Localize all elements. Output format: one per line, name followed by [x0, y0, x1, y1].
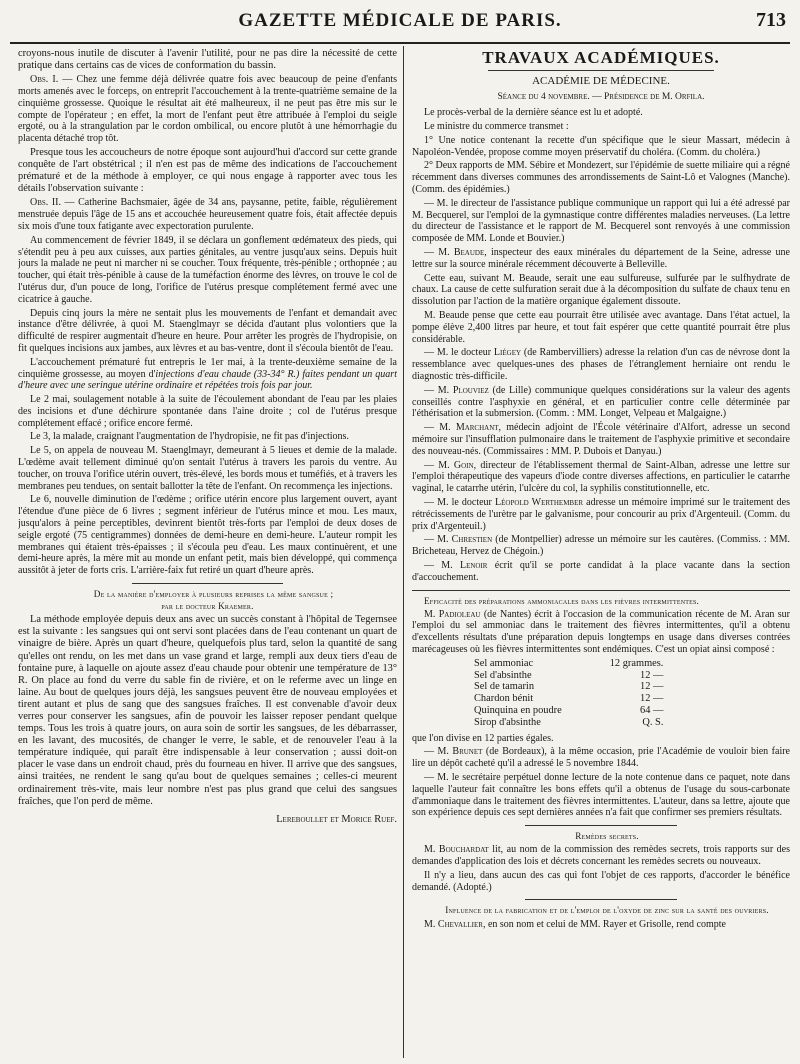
section-heading: Efficacité des préparations ammoniacales dans les fièvres intermittentes.: [424, 595, 700, 606]
paragraph: — M. Chrestien (de Montpellier) adresse un mémoire sur les cautères. (Commiss. : MM. Bricheteau, Hervez de Chégoin.): [412, 534, 790, 558]
paragraph: L'accouchement prématuré fut entrepris le 1er mai, à la trente-deuxième semaine de la cinquième grossesse, au moyen d'injections d'eau chaude (33-34° R.) faites pendant un quart d'heure avec une seringue utérine ordinaire et répétées trois fois par jour.: [18, 356, 397, 392]
author-name: Kraemer.: [218, 601, 254, 612]
paragraph: M. Chevallier, en son nom et celui de MM. Rayer et Grisolle, rend compte: [424, 918, 726, 930]
paragraph: — M. le secrétaire perpétuel donne lecture de la note contenue dans ce paquet, note dans laquelle l'auteur fait connaître les bons effets qu'il a obtenus de l'usage du sous-carbonate d'ammoniaque dans le traitement des fièvres intermittentes. L'auteur, dans sa lettre, ajoute que son expérience depuis ces sept dernières années n'a fait que confirmer ses premiers résultats.: [412, 772, 790, 819]
paragraph: — M. Goin, directeur de l'établissement thermal de Saint-Alban, adresse une lettre sur l'emploi thérapeutique des vapeurs d'iode contre diverses affections, en particulier le catarrhe vaginal, le catarrhe utérin, l'ulcère du col, la syphilis constitutionnelle, etc.: [412, 459, 790, 495]
paragraph: M. Padioleau (de Nantes) écrit à l'occasion de la communication récente de M. Aran sur l'emploi du sel ammoniac dans le traitement des fièvres intermittentes, qu'il a obtenu d'excellents résultats d'une préparation depuis longtemps en usage dans diverses contrées marécageuses où les fièvres intermittentes sont endémiques. C'est un opiat ainsi composé :: [412, 608, 790, 656]
page-header: [10, 6, 790, 44]
left-column: [18, 48, 397, 1058]
section-rule: [525, 825, 676, 826]
paragraph: Le 5, on appela de nouveau M. Staenglmayr, demeurant à 5 lieues et demie de la malade. L'œdème avait tellement diminué qu'on sentait l'utérus à travers les parois du ventre. Au toucher, on trouva l'orifice utérin ouvert, très-élevé, les bords mous et tuméfiés, et à travers les membranes peu tendues, on sentait ballotter la tête de l'enfant. On recommença les injections.: [18, 445, 397, 492]
paragraph: 1° Une notice contenant la recette d'un spécifique que le sieur Massart, médecin à Napoléon-Vendée, propose comme moyen préservatif du choléra. (Comm. du choléra.): [412, 134, 790, 158]
right-column: [412, 48, 790, 1058]
paragraph: Le 6, nouvelle diminution de l'œdème ; orifice utérin encore plus largement ouvert, ayant l'étendue d'une pièce de 6 livres ; segment inférieur de l'utérus mince et mou. Les maux, jusqu'alors à peine perceptibles, devinrent bientôt très-forts par l'emploi de deux doses de seigle ergoté (75 centigrammes) données de demi-heure en demi-heure. L'auteur rompit les membranes qui étaient très-épaisses ; il s'écoula peu d'eau. Les maux continuèrent, et une demi-heure après, la mère mit au monde un enfant petit, mais bien développé, qui commença aussitôt à jeter de forts cris. L'arrière-faix fut retiré un quart d'heure après.: [18, 494, 397, 577]
paragraph: Au commencement de février 1849, il se déclara un gonflement œdémateux des pieds, qui s'étendit peu à peu aux cuisses, aux parties génitales, au ventre jusqu'aux seins. Depuis huit jours la malade ne peut ni marcher ni se coucher. Toux fréquente, très-pénible ; orthopnée ; au toucher, qui était très-pénible à cause de la tuméfaction énorme des lèvres, on trouve le col de l'utérus dur, d'un pouce de long, l'orifice de l'utérus presque complétement fermé avec une cicatrice à gauche.: [18, 234, 397, 305]
paragraph: Depuis cinq jours la mère ne sentait plus les mouvements de l'enfant et demandait avec instance d'être délivrée, à quoi M. Staenglmayr se décida d'autant plus volontiers que la difficulté de respirer augmentait d'heure en heure. Pour arrêter les progrès de l'hydropisie, on fit quelques incisions aux jambes, aux lèvres et au bas-ventre, dont il s'écoula bientôt de l'eau.: [18, 307, 397, 354]
paragraph: M. Bouchardat lit, au nom de la commission des remèdes secrets, trois rapports sur des demandes d'application des lois et décrets concernant les remèdes secrets ou nouveaux.: [412, 844, 790, 868]
section-heading: Influence de la fabrication et de l'emploi de l'oxyde de zinc sur la santé des ouvriers.: [445, 905, 769, 916]
signature: Lereboullet et Morice Ruef.: [276, 813, 397, 825]
section-rule: [132, 583, 284, 584]
paragraph: 2° Deux rapports de MM. Sébire et Mondezert, sur l'épidémie de suette miliaire qui a régné récemment dans diverses communes des arrondissements de Saint-Lô et Valognes (Manche). (Comm. des épidémies.): [412, 160, 790, 196]
section-rule: [412, 590, 790, 591]
paragraph: — M. Lenoir écrit qu'il se porte candidat à la place vacante dans la section d'accouchement.: [412, 559, 790, 583]
observation-label: Obs. II.: [30, 197, 61, 209]
paragraph: — M. le directeur de l'assistance publique communique un rapport qui lui a été adressé par M. Becquerel, sur l'emploi de la gymnastique contre différentes maladies nerveuses. (La lettre du directeur de l'assistance et le rapport de M. Becquerel sont renvoyés à une commission composée de MM. Londe et Bouvier.): [412, 197, 790, 245]
paragraph: — M. Plouviez (de Lille) communique quelques considérations sur la valeur des agents conseillés contre l'asphyxie en général, et en particulier contre celle déterminée par l'éthérisation et la submersion. (Comm. : MM. Longet, Velpeau et Malgaigne.): [412, 384, 790, 420]
recipe-row: Sel ammoniac 12 grammes.: [474, 657, 664, 669]
paragraph: que l'on divise en 12 parties égales.: [412, 732, 554, 744]
paragraph: — M. Brunet (de Bordeaux), à la même occasion, prie l'Académie de vouloir bien faire lire un dépôt cacheté qu'il a adressé le 5 novembre 1844.: [412, 746, 790, 770]
paragraph: Le procès-verbal de la dernière séance est lu et adopté.: [424, 107, 643, 119]
paragraph: Cette eau, suivant M. Beaude, serait une eau sulfureuse, sulfurée par le sulfhydrate de chaux. La cause de cette sulfuration serait due à la décomposition du sulfate de chaux tenu en dissolution par l'action de la matière organique également dissoute.: [412, 272, 790, 308]
recipe-row: Sirop d'absinthe Q. S.: [474, 716, 664, 728]
observation-2: Obs. II. — Catherine Bachsmaier, âgée de 34 ans, paysanne, petite, faible, régulièrement menstruée depuis l'âge de 15 ans et accouchée heureusement quatre fois, était affectée depuis six mois d'une toux fatigante avec expectoration purulente.: [18, 197, 397, 232]
column-divider: [403, 46, 404, 1058]
paragraph: Le ministre du commerce transmet :: [424, 121, 569, 133]
paragraph: Le 3, la malade, craignant l'augmentation de l'hydropisie, ne fit pas d'injections.: [30, 431, 349, 443]
journal-title: GAZETTE MÉDICALE DE PARIS.: [238, 10, 562, 31]
section-title: TRAVAUX ACADÉMIQUES.: [482, 48, 720, 67]
recipe-row: Chardon bénit 12 —: [474, 693, 664, 705]
recipe-table: [470, 658, 667, 729]
observation-label: Obs. I.: [30, 74, 59, 86]
paragraph: — M. Beaude, inspecteur des eaux minérales du département de la Seine, adresse une lettre sur la source minérale récemment découverte à Belleville.: [412, 247, 790, 270]
session-line: Séance du 4 novembre. — Présidence de M. Orfila.: [497, 92, 705, 103]
title-rule: [488, 70, 715, 71]
page-number: 713: [756, 9, 786, 31]
paragraph: Le 2 mai, soulagement notable à la suite de l'écoulement abondant de l'eau par les plaies des incisions et d'une déchirure spontanée dans l'aine droite ; col de l'utérus presque complétement effacé ; orifice encore fermé.: [18, 394, 397, 429]
paragraph: — M. Marchant, médecin adjoint de l'École vétérinaire d'Alfort, adresse un second mémoire sur l'insufflation pulmonaire dans le traitement de l'asphyxie primitive et secondaire des nouveau-nés. (Commissaires : MM. P. Dubois et Danyau.): [412, 422, 790, 457]
academy-heading: ACADÉMIE DE MÉDECINE.: [532, 75, 670, 88]
paragraph: — M. le docteur Léopold Werthember adresse un mémoire imprimé sur le traitement des rétrécissements de l'urètre par le galvanisme, pour concourir au prix d'Argenteuil. (Comm. du prix d'Argenteuil.): [412, 496, 790, 532]
paragraph: croyons-nous inutile de discuter à l'avenir l'utilité, pour ne pas dire la nécessité de cette pratique dans certains cas de vices de conformation du bassin.: [18, 48, 397, 72]
paragraph: M. Beaude pense que cette eau pourrait être utilisée avec avantage. Dans l'état actuel, la pompe élève 2,400 litres par heure, et tout fait espérer que cette quantité pourrait être plus considérable.: [412, 310, 790, 345]
paragraph: La méthode employée depuis deux ans avec un succès constant à l'hôpital de Tegernsee est la suivante : les sangsues qui ont servi sont placées dans de l'eau contenant un quart de vinaigre de bière. Après un quart d'heure, quelquefois plus tard, selon la quantité de sang qu'elles ont rendu, on les met dans un vase grand et large, rempli aux deux tiers d'eau de fontaine pure, à laquelle on ajoute assez d'eau chaude pour obtenir une température de 13° R. On place au fond du verre du sable fin de rivière, et on le referme avec un linge en laine. Au bout de quelques jours déjà, les sangsues peuvent être de nouveau employées et tirent autant et plus de sang que des sangsues fraîches. Il est convenable d'avoir deux verres pour conserver les sangsues, afin de pouvoir les laisser reposer pendant quelque temps. Tous les trois à quatre jours, on aura soin de sortir les sangsues, de les débarrasser, en les lavant, des mucosités, de changer le verre, le sable, et de renouveler l'eau à la température indiquée, qui paraît être indispensable à leur conservation ; aussi doit-on placer le vase dans un endroit chaud, près du fourneau en hiver. Il arrive que des sangsues, ainsi traitées, ne rendent le sang qu'au bout de quelques semaines ; celles-ci meurent ordinairement très-vite, mais leur nombre n'est pas plus grand que celui des sangsues fraîches, que l'on perd de même.: [18, 614, 397, 807]
paragraph: — M. le docteur Liégey (de Rambervilliers) adresse la relation d'un cas de névrose dont la ressemblance avec quelques-unes des phases de l'étranglement herniaire ont rendu le diagnostic très-difficile.: [412, 347, 790, 383]
paragraph: Presque tous les accoucheurs de notre époque sont aujourd'hui d'accord sur cette grande conquête de l'art obstétrical ; il n'en est pas de même des indications de l'accouchement prématuré et de la méthode à employer, ce qui nous engage à rapporter avec tous les détails l'observation suivante :: [18, 146, 397, 195]
recipe-row: Sel de tamarin 12 —: [474, 681, 664, 693]
section-rule: [525, 899, 676, 900]
section-heading: De la manière d'employer à plusieurs reprises la même sangsue ; par le docteur Kraemer.: [93, 589, 334, 612]
paragraph: Il n'y a lieu, dans aucun des cas qui font l'objet de ces rapports, d'accorder le bénéfice demandé. (Adopté.): [412, 869, 790, 893]
section-heading: Remèdes secrets.: [575, 831, 639, 842]
observation-1: Obs. I. — Chez une femme déjà délivrée quatre fois avec beaucoup de peine d'enfants morts amenés avec le forceps, on entreprit l'accouchement à la trente-quatrième semaine de la cinquième grossesse. Quoique le résultat ait été malheureux, il ne peut pas être mis sur le compte de l'opérateur ; en effet, la mort de l'enfant peut être attribuée à l'emploi du seigle ergoté, ou à la strangulation par le cordon ombilical, ou encore plutôt à une hémorrhagie du placenta détaché trop tôt.: [18, 74, 397, 145]
recipe-row: Sel d'absinthe 12 —: [474, 669, 664, 681]
recipe-row: Quinquina en poudre 64 —: [474, 705, 664, 717]
